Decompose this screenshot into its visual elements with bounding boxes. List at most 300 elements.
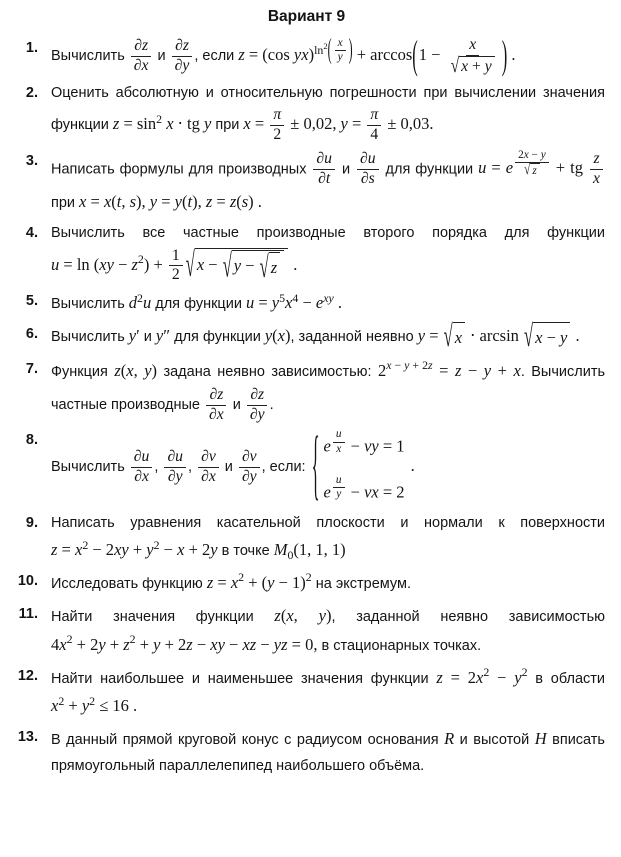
- math-run: ∂x: [134, 468, 149, 486]
- math-run: π: [273, 105, 282, 123]
- text-run: Функция: [51, 363, 115, 380]
- math-run: ⋅: [173, 114, 188, 134]
- math-run: =: [212, 192, 230, 212]
- math-run: x: [103, 192, 112, 212]
- math-formula: [265, 326, 291, 345]
- text-run: , заданной неявно: [290, 329, 418, 346]
- problem-item: [8, 725, 605, 779]
- math-radical: [451, 56, 495, 77]
- denominator: [239, 468, 260, 487]
- system-brace-icon: {: [311, 418, 320, 510]
- math-run: ): [151, 360, 158, 380]
- math-run: vy: [364, 436, 379, 456]
- denominator: [333, 488, 344, 502]
- math-run: x: [126, 360, 134, 380]
- math-run: −: [256, 634, 274, 654]
- denominator: [520, 163, 544, 179]
- math-run: −: [391, 358, 405, 373]
- denominator: [131, 468, 152, 487]
- math-run: =: [57, 540, 75, 560]
- math-formula: [51, 537, 218, 560]
- math-run: −: [528, 148, 541, 161]
- denominator: [367, 126, 381, 145]
- math-run: x: [166, 114, 174, 134]
- radicand: [459, 56, 495, 77]
- math-run: = (: [244, 45, 268, 65]
- math-run: ∂u: [167, 448, 184, 466]
- math-run: =: [254, 293, 272, 313]
- text-run: и высотой: [454, 732, 535, 749]
- problem-number: 9.: [25, 514, 38, 531]
- math-fraction: [367, 106, 381, 145]
- math-run: ) .: [248, 192, 262, 212]
- text-run: , если:: [261, 459, 310, 476]
- math-run: π: [370, 105, 379, 123]
- math-run: .: [333, 293, 342, 313]
- math-run: + 2: [184, 540, 211, 560]
- math-fraction: [333, 474, 345, 502]
- math-run: x: [286, 605, 294, 625]
- math-run: ∂x: [209, 405, 224, 423]
- math-run: =: [213, 572, 231, 592]
- math-run: ′: [136, 326, 140, 346]
- problem-text: [51, 664, 605, 722]
- problem-item: [8, 31, 605, 78]
- math-run: M: [273, 540, 288, 560]
- math-run: ∂u: [360, 149, 376, 167]
- problem-text: [51, 511, 605, 565]
- problem-text: [51, 602, 605, 660]
- numerator: [333, 474, 345, 489]
- math-run: 2: [273, 125, 282, 143]
- denominator: [590, 170, 603, 189]
- math-run: ∂t: [318, 169, 331, 187]
- math-parentheses: [412, 31, 508, 78]
- math-run: ): [308, 45, 315, 65]
- math-run: −: [542, 328, 560, 348]
- left-paren-icon: (: [412, 31, 418, 78]
- math-formula: [114, 361, 157, 380]
- problem-number: 3.: [25, 152, 38, 169]
- math-run: z: [205, 192, 213, 212]
- text-run: Вычислить: [51, 459, 129, 476]
- math-run: ± 0,02,: [286, 114, 337, 134]
- math-run: ∂y: [249, 405, 265, 423]
- radicand: [453, 322, 465, 353]
- superscript: [331, 428, 347, 456]
- math-run: z: [186, 634, 193, 654]
- math-run: −: [346, 481, 365, 501]
- math-run: u: [142, 293, 152, 313]
- math-run: 2: [156, 111, 163, 126]
- math-fraction: [270, 106, 284, 145]
- right-paren-icon: ): [501, 31, 508, 78]
- math-run: z: [455, 360, 462, 380]
- math-run: x: [523, 148, 529, 161]
- math-run: y: [233, 256, 242, 276]
- math-run: ): [285, 326, 291, 346]
- math-run: xz: [242, 634, 257, 654]
- math-fraction: [239, 448, 260, 487]
- math-run: x: [285, 293, 293, 313]
- denominator: [172, 57, 193, 76]
- function-name: tg: [187, 114, 200, 134]
- math-run: +: [64, 696, 82, 716]
- math-formula: [129, 326, 140, 345]
- math-run: +: [491, 360, 514, 380]
- math-formula: [340, 105, 434, 143]
- superscript: [331, 474, 347, 502]
- problem-number: 4.: [25, 225, 38, 242]
- text-run: в точке: [217, 543, 274, 560]
- math-run: ∂z: [250, 385, 265, 403]
- math-run: x: [177, 540, 185, 560]
- math-run: z: [123, 634, 130, 654]
- math-run: .: [507, 45, 516, 65]
- text-run: на экстремум.: [311, 575, 412, 592]
- problem-number: 8.: [25, 432, 38, 449]
- denominator: [270, 126, 284, 145]
- math-run: y: [560, 328, 568, 348]
- math-radical: [524, 163, 540, 179]
- text-run: при: [51, 195, 80, 212]
- problem-text: [51, 357, 605, 424]
- math-fraction: [164, 448, 186, 487]
- math-formula: [478, 148, 605, 187]
- math-run: + 2: [72, 634, 99, 654]
- math-run: x: [593, 169, 600, 187]
- text-run: и: [153, 48, 170, 65]
- superscript: [386, 359, 432, 372]
- math-formula: [436, 665, 528, 687]
- math-run: =: [86, 192, 104, 212]
- math-fraction: [313, 150, 335, 189]
- math-run: s: [129, 192, 137, 212]
- math-run: (: [236, 192, 242, 212]
- problem-number: 6.: [25, 326, 38, 343]
- left-paren-icon: (: [327, 32, 332, 66]
- math-run: ∂z: [134, 37, 149, 54]
- superscript: [314, 32, 353, 66]
- math-run: = 2: [442, 667, 477, 687]
- problem-item: [8, 149, 605, 218]
- math-formula: [310, 418, 415, 510]
- text-run: ,: [188, 459, 197, 476]
- math-run: + 2: [409, 358, 429, 373]
- math-run: 2: [58, 693, 65, 708]
- math-run: z: [436, 667, 443, 687]
- math-run: ∂v: [241, 448, 257, 466]
- problem-list: [8, 31, 606, 780]
- math-run: e: [323, 436, 331, 456]
- math-run: u: [335, 473, 342, 486]
- math-run: vx: [364, 481, 379, 501]
- math-run: −: [192, 634, 211, 654]
- text-run: ,: [154, 459, 163, 476]
- problem-number: 12.: [17, 667, 38, 684]
- math-run: +: [468, 57, 485, 75]
- math-parentheses: [327, 32, 353, 66]
- denominator: [447, 56, 499, 77]
- radicand: [530, 163, 539, 179]
- math-run: −: [224, 634, 243, 654]
- math-fraction: [357, 150, 379, 189]
- math-fraction: [590, 150, 603, 189]
- text-run: для функции: [151, 296, 246, 313]
- math-run: 2: [521, 665, 528, 680]
- math-run: x: [476, 667, 484, 687]
- math-radical: [524, 318, 570, 354]
- problem-text: [51, 149, 605, 218]
- math-run: 2: [153, 537, 160, 552]
- math-formula: [196, 448, 221, 486]
- math-run: y: [483, 360, 492, 380]
- math-run: z: [114, 360, 121, 380]
- math-run: x: [469, 36, 477, 53]
- text-run: Исследовать функцию: [51, 575, 207, 592]
- math-run: ∂z: [209, 385, 224, 403]
- math-run: 2: [378, 360, 387, 380]
- math-formula: [238, 31, 516, 78]
- math-run: ),: [192, 192, 206, 212]
- denominator: [333, 443, 344, 457]
- text-run: и: [139, 329, 156, 346]
- function-name: arccos: [370, 45, 413, 65]
- math-run: u: [245, 293, 255, 313]
- numerator: [164, 448, 186, 468]
- math-run: t: [187, 192, 193, 212]
- radical-sign: √: [524, 318, 534, 354]
- problem-text: [51, 725, 605, 779]
- math-run: +: [135, 634, 154, 654]
- denominator: [358, 170, 378, 189]
- math-run: 2: [137, 252, 144, 267]
- problem-text: [51, 221, 605, 285]
- math-run: −: [113, 254, 132, 274]
- numerator: [333, 428, 345, 443]
- problem-number: 10.: [17, 572, 38, 589]
- math-run: x: [51, 696, 59, 716]
- text-run: Найти наибольшее и наименьшее значения функции: [51, 670, 437, 687]
- math-run: y: [267, 572, 275, 592]
- math-run: 1: [171, 246, 180, 264]
- problem-item: [8, 602, 605, 660]
- math-run: u: [335, 428, 342, 441]
- text-run: и: [337, 160, 356, 177]
- math-run: +: [105, 634, 124, 654]
- math-run: y: [404, 358, 410, 373]
- math-run: y: [484, 57, 492, 75]
- math-run: y: [340, 114, 348, 134]
- math-fraction: [198, 448, 219, 487]
- math-run: ∂x: [201, 468, 216, 486]
- math-run: =: [347, 114, 366, 134]
- math-run: z: [270, 258, 278, 278]
- math-formula: [355, 149, 381, 187]
- denominator: [165, 468, 186, 487]
- math-run: z: [229, 192, 237, 212]
- text-run: Написать формулы для производных: [51, 160, 312, 177]
- math-run: z: [206, 572, 214, 592]
- problem-number: 5.: [25, 293, 38, 310]
- math-run: (: [93, 254, 100, 274]
- math-run: ∂u: [316, 149, 332, 167]
- math-formula: [274, 606, 331, 625]
- numerator: [239, 448, 260, 468]
- math-formula: [79, 192, 262, 211]
- math-run: −: [159, 540, 178, 560]
- math-run: −: [346, 436, 365, 456]
- text-run: Найти значения функции: [51, 608, 275, 625]
- math-run: z: [131, 254, 138, 274]
- math-formula: [129, 448, 155, 486]
- denominator: [198, 468, 219, 487]
- math-run: ∂z: [175, 37, 189, 54]
- math-run: ∂y: [174, 56, 190, 74]
- math-formula: [112, 111, 212, 134]
- math-run: ): [325, 605, 332, 625]
- numerator: [590, 150, 602, 170]
- system-equation: [324, 474, 405, 507]
- math-run: ″: [163, 326, 171, 346]
- math-run: H: [534, 729, 547, 749]
- problem-item: [8, 569, 605, 598]
- math-run: y: [514, 667, 522, 687]
- page-title: Вариант 9: [267, 8, 346, 25]
- math-run: z: [238, 45, 245, 65]
- math-run: yz: [273, 634, 288, 654]
- problem-number: 7.: [25, 360, 38, 377]
- math-run: x: [535, 328, 543, 348]
- text-run: при: [211, 117, 244, 134]
- math-run: e: [323, 481, 331, 501]
- numerator: [206, 386, 226, 406]
- problem-item: [8, 511, 605, 565]
- numerator: [131, 37, 151, 57]
- numerator: [172, 37, 192, 57]
- math-formula: [245, 290, 342, 313]
- problem-number: 13.: [17, 729, 38, 746]
- text-run: Написать уравнения касательной плоскости и нормали к поверхности: [51, 514, 605, 531]
- math-run: − 1): [274, 572, 306, 592]
- math-fraction: [169, 247, 183, 286]
- problem-item: [8, 81, 605, 145]
- math-run: y: [155, 326, 164, 346]
- math-run: e: [505, 157, 514, 177]
- math-run: x: [336, 442, 342, 455]
- math-run: =: [425, 326, 443, 346]
- math-formula: [206, 570, 312, 592]
- math-run: = 2: [378, 481, 405, 501]
- problem-text: [51, 81, 605, 145]
- math-run: + 2: [160, 634, 187, 654]
- math-run: xy: [114, 540, 129, 560]
- radical-sign: √: [185, 244, 195, 285]
- math-run: −: [298, 293, 316, 313]
- math-run: (: [280, 605, 287, 625]
- problem-number: 2.: [25, 84, 38, 101]
- math-run: x: [230, 572, 239, 592]
- problem-item: [8, 289, 605, 318]
- problem-text: [51, 31, 605, 78]
- math-run: u: [51, 254, 60, 274]
- math-run: yx: [293, 45, 309, 65]
- radical-sign: √: [259, 248, 269, 285]
- numerator: [335, 37, 346, 52]
- text-run: .: [269, 396, 274, 413]
- problem-text: [51, 418, 605, 510]
- math-run: 2: [305, 570, 312, 585]
- problem-item: [8, 318, 605, 354]
- numerator: [131, 448, 153, 468]
- superscript: [323, 292, 334, 305]
- math-formula: [51, 693, 138, 716]
- math-run: ∂u: [133, 448, 150, 466]
- math-run: 4: [370, 125, 379, 143]
- radical-sign: √: [524, 161, 531, 179]
- problem-number: 11.: [18, 605, 38, 622]
- text-run: Оценить абсолютную и относительную погрешности при вычислении значения функции: [51, 84, 605, 134]
- radical-sign: √: [222, 246, 232, 285]
- numerator: [515, 149, 549, 164]
- text-run: Вычислить: [51, 329, 129, 346]
- math-run: −: [489, 667, 515, 687]
- numerator: [466, 36, 479, 56]
- denominator: [335, 51, 346, 65]
- math-run: x: [196, 255, 205, 275]
- math-run: x: [461, 57, 469, 75]
- math-run: y: [149, 192, 158, 212]
- math-run: .: [406, 456, 415, 476]
- problem-item: [8, 664, 605, 722]
- math-run: 2: [238, 570, 245, 585]
- math-run: xy: [99, 254, 114, 274]
- math-fraction: [447, 36, 499, 77]
- math-run: 4: [51, 634, 60, 654]
- denominator: [247, 406, 268, 425]
- numerator: [270, 106, 284, 126]
- text-run: , заданной неявно зависимостью: [331, 608, 605, 625]
- numerator: [247, 386, 267, 406]
- math-run: (: [182, 192, 188, 212]
- math-run: x: [513, 360, 521, 380]
- math-run: =: [486, 157, 506, 177]
- math-fraction: [131, 448, 153, 487]
- function-name: arcsin: [479, 326, 524, 346]
- math-run: 5: [279, 290, 286, 305]
- math-run: + (: [244, 572, 268, 592]
- math-formula: [311, 149, 337, 187]
- math-run: 2: [171, 266, 180, 284]
- math-run: ∂y: [241, 468, 257, 486]
- math-formula: [204, 385, 229, 423]
- math-formula: [128, 290, 152, 313]
- math-formula: [243, 105, 337, 143]
- math-run: = 1: [378, 436, 405, 456]
- math-radical: [443, 318, 465, 354]
- radicand: [269, 252, 280, 283]
- math-formula: [129, 37, 154, 74]
- math-run: y: [271, 293, 280, 313]
- text-run: Вычислить: [51, 296, 129, 313]
- problem-item: [8, 357, 605, 424]
- math-run: x: [79, 192, 87, 212]
- math-run: +: [352, 45, 371, 65]
- text-run: в стационарных точках.: [317, 637, 482, 654]
- math-run: y: [318, 605, 326, 625]
- math-run: y: [146, 540, 154, 560]
- math-run: 2: [323, 40, 328, 51]
